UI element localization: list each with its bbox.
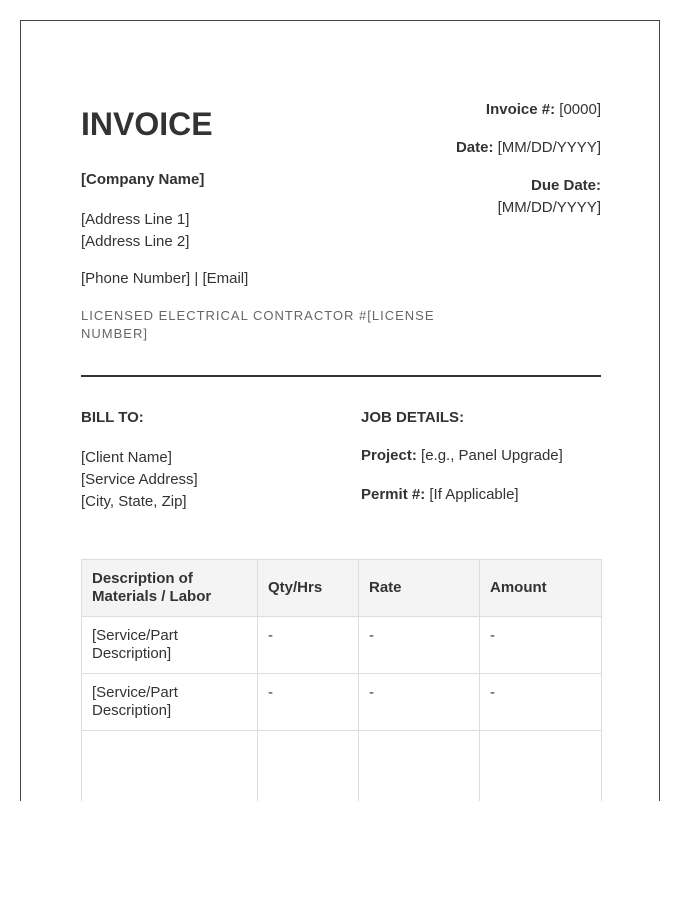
column-header-amount: Amount [480,560,602,617]
client-name: [Client Name] [81,449,172,466]
project-line [361,447,601,465]
invoice-date-value: [MM/DD/YYYY] [497,139,601,156]
row-amount: - [480,674,602,731]
license-number: LICENSED ELECTRICAL CONTRACTOR #[LICENSE NUMBER] [81,308,435,341]
row-rate: - [359,617,480,674]
job-details-section [361,409,601,525]
row-rate: - [359,674,480,731]
service-address: [Service Address] [81,471,198,488]
company-address [81,209,189,253]
permit-label: Permit #: [361,486,426,503]
table-row [82,617,602,674]
company-contact: [Phone Number] | [Email] [81,270,249,287]
invoice-number-label: Invoice #: [485,101,556,118]
due-date-label: Due Date: [530,177,601,194]
invoice-title: INVOICE [81,106,213,142]
invoice-number-value: [0000] [559,101,601,118]
row-qty: - [258,617,359,674]
invoice-meta [381,99,601,219]
bill-to-heading: BILL TO: [81,409,144,426]
invoice-number [381,99,601,121]
company-name: [Company Name] [81,171,205,188]
row-rate [359,731,480,802]
row-amount [480,731,602,802]
bill-to-section [81,409,341,513]
invoice-sheet [20,20,660,801]
row-description: [Service/Part Description] [82,674,258,731]
column-header-description: Description of Materials / Labor [82,560,258,617]
address-line-1: [Address Line 1] [81,211,190,228]
due-date-value: [MM/DD/YYYY] [497,199,601,216]
table-row [82,731,602,802]
line-items-table [81,559,602,801]
row-qty: - [258,674,359,731]
city-state-zip: [City, State, Zip] [81,493,187,510]
row-qty [258,731,359,802]
invoice-date-label: Date: [455,139,494,156]
row-description [82,731,258,802]
address-line-2: [Address Line 2] [81,233,190,250]
project-label: Project: [361,447,417,464]
row-amount: - [480,617,602,674]
permit-line [361,486,601,504]
job-details-heading: JOB DETAILS: [361,409,465,426]
column-header-qty: Qty/Hrs [258,560,359,617]
row-description: [Service/Part Description] [82,617,258,674]
permit-value: [If Applicable] [429,486,519,503]
table-header-row [82,560,602,617]
table-row [82,674,602,731]
column-header-rate: Rate [359,560,480,617]
project-value: [e.g., Panel Upgrade] [421,447,563,464]
invoice-date [381,137,601,159]
header-divider [81,375,601,377]
invoice-due-date [381,175,601,219]
